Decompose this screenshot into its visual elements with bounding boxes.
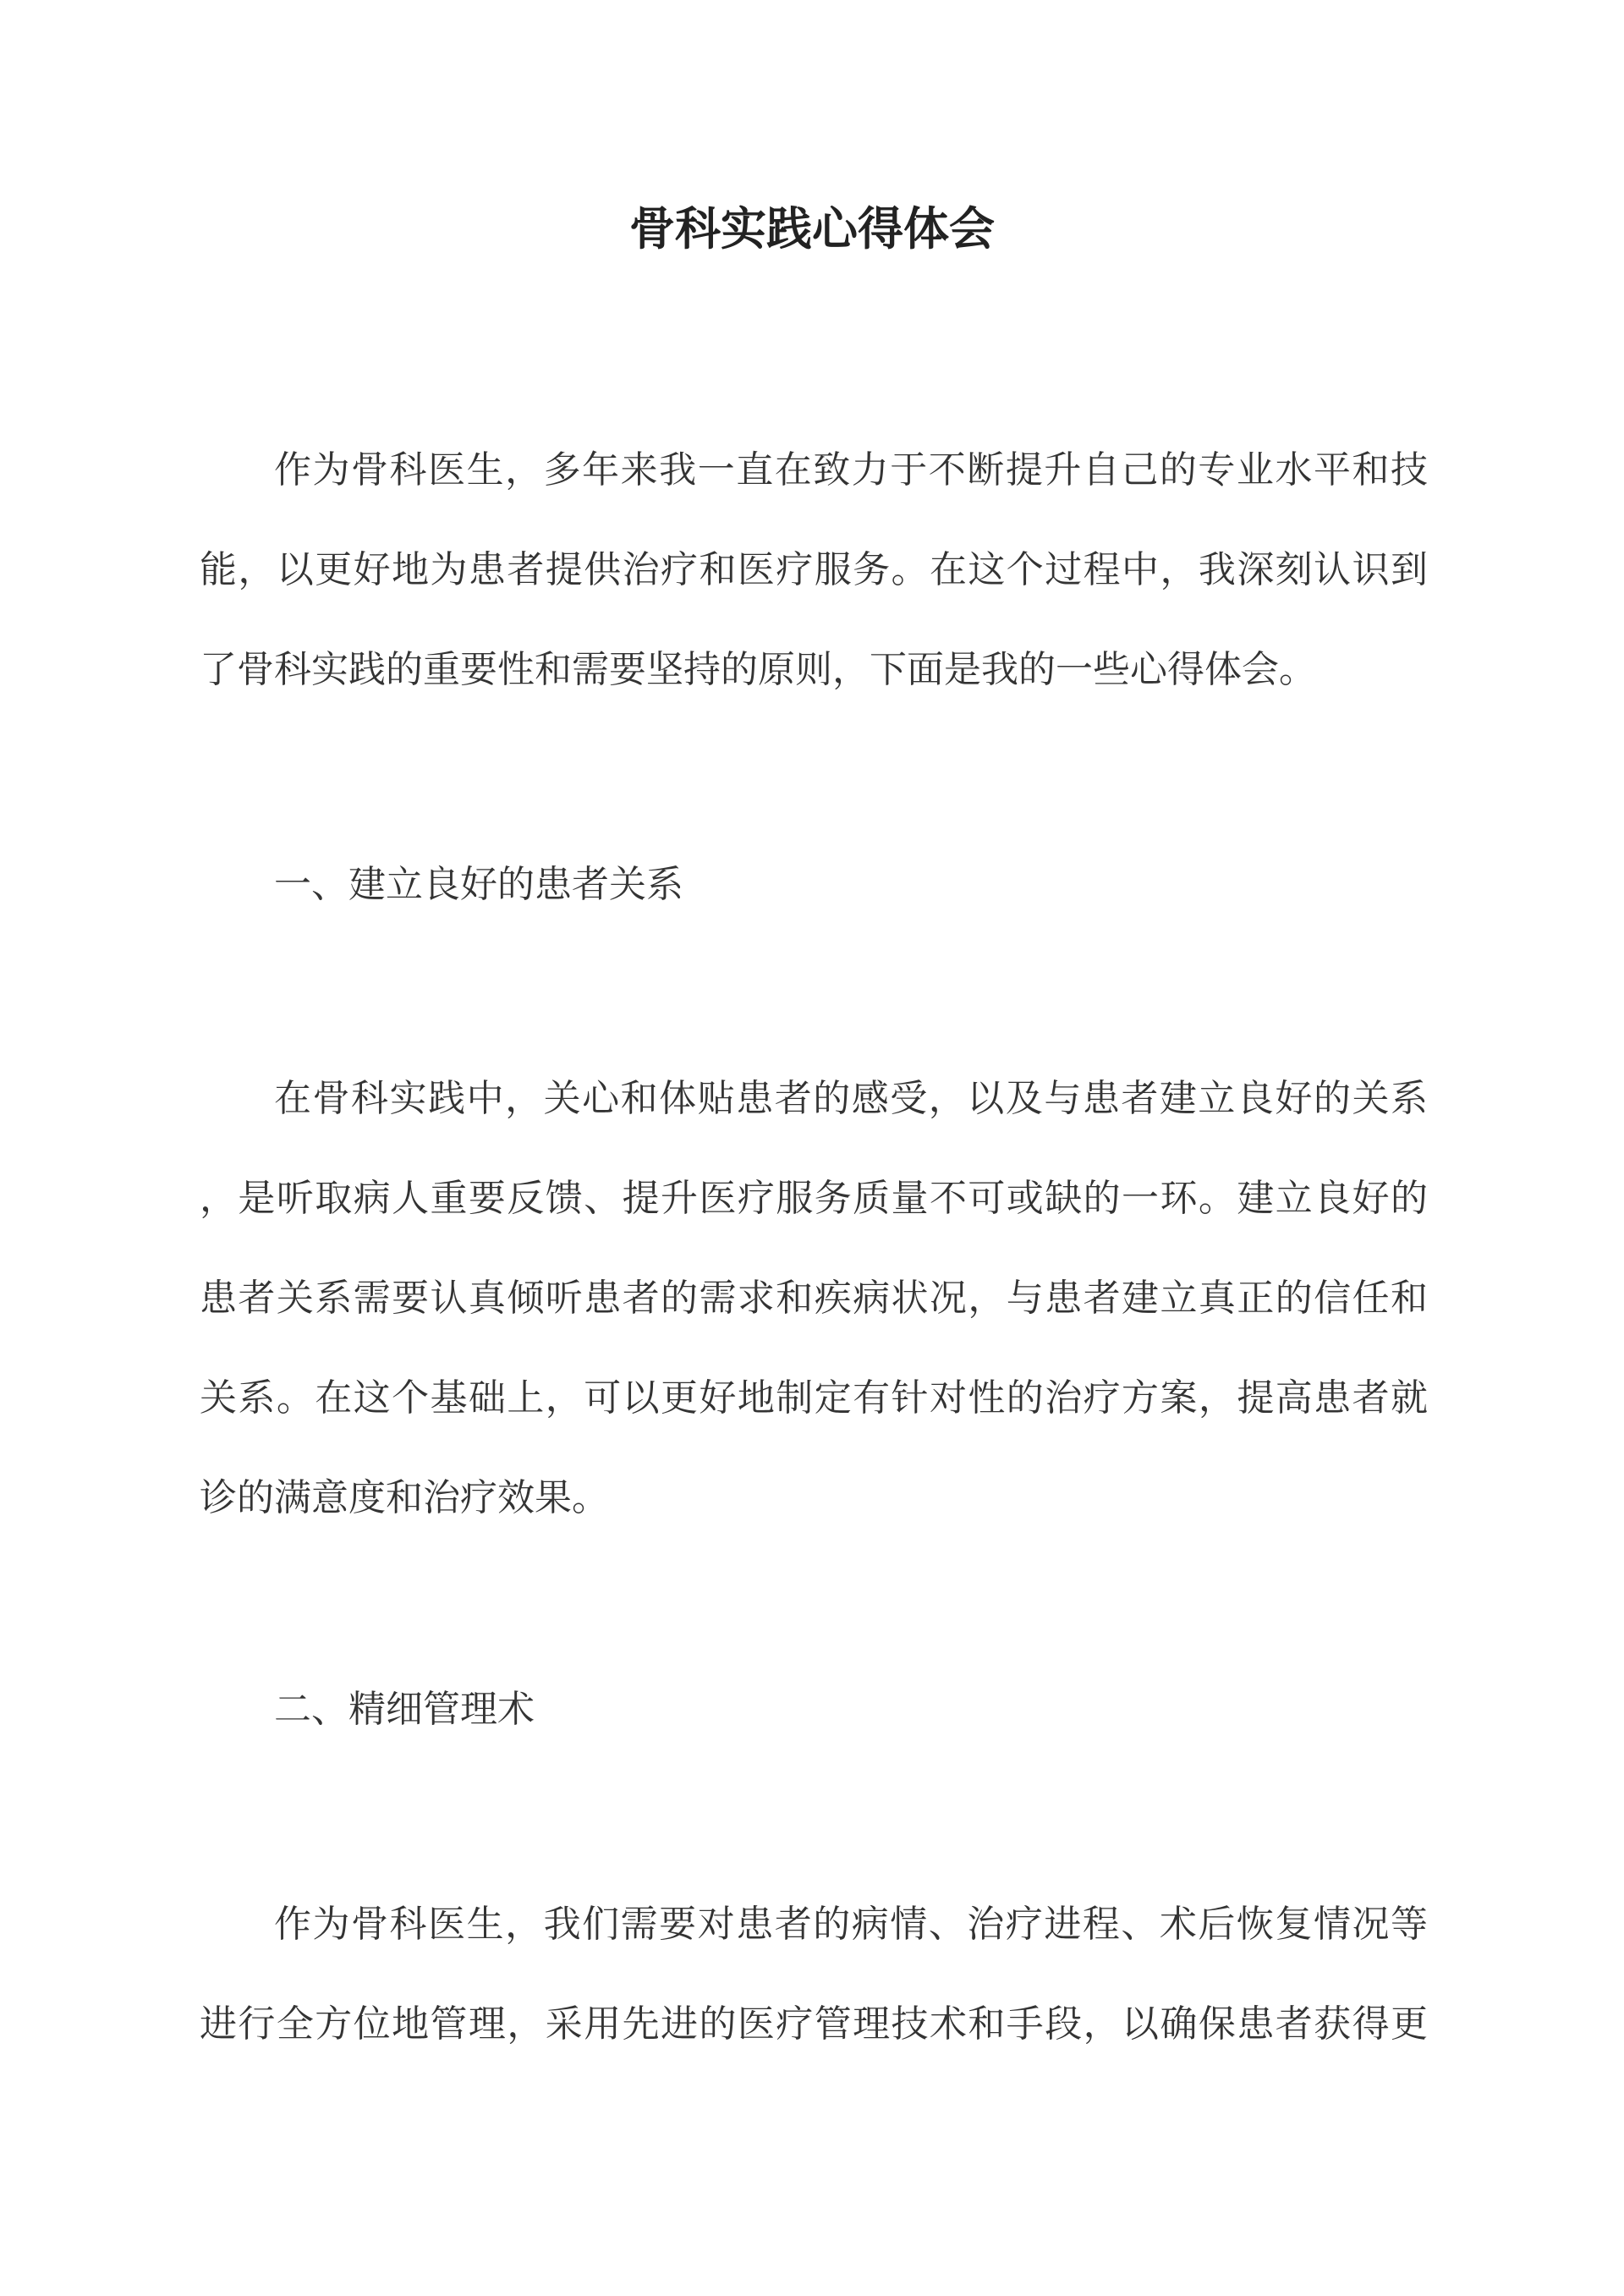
section-1-line: 诊的满意度和治疗效果。 xyxy=(200,1476,609,1519)
intro-line: 了骨科实践的重要性和需要坚持的原则，下面是我的一些心得体会。 xyxy=(200,648,1316,691)
intro-line: 能，以更好地为患者提供治疗和医疗服务。在这个过程中，我深刻认识到 xyxy=(200,548,1428,591)
section-1-line: 在骨科实践中，关心和体贴患者的感受，以及与患者建立良好的关系 xyxy=(274,1077,1428,1120)
intro-paragraph xyxy=(200,420,1428,720)
section-1-heading: 一、建立良好的患者关系 xyxy=(274,863,683,906)
section-2-line: 作为骨科医生，我们需要对患者的病情、治疗进程、术后恢复情况等 xyxy=(274,1903,1428,1946)
section-1-paragraph xyxy=(200,1049,1428,1548)
section-1-line: ，是听取病人重要反馈、提升医疗服务质量不可或缺的一环。建立良好的 xyxy=(200,1177,1428,1220)
section-2-paragraph xyxy=(200,1875,1428,2074)
intro-line: 作为骨科医生，多年来我一直在致力于不断提升自己的专业水平和技 xyxy=(274,448,1428,492)
section-2-heading: 二、精细管理术 xyxy=(274,1688,535,1731)
section-2-line: 进行全方位地管理，采用先进的医疗管理技术和手段，以确保患者获得更 xyxy=(200,2002,1428,2046)
document-title: 骨科实践心得体会 xyxy=(629,201,995,255)
section-1-line: 患者关系需要认真倾听患者的需求和疾病状况，与患者建立真正的信任和 xyxy=(200,1277,1428,1320)
section-1-line: 关系。在这个基础上，可以更好地制定有针对性的治疗方案，提高患者就 xyxy=(200,1376,1428,1420)
